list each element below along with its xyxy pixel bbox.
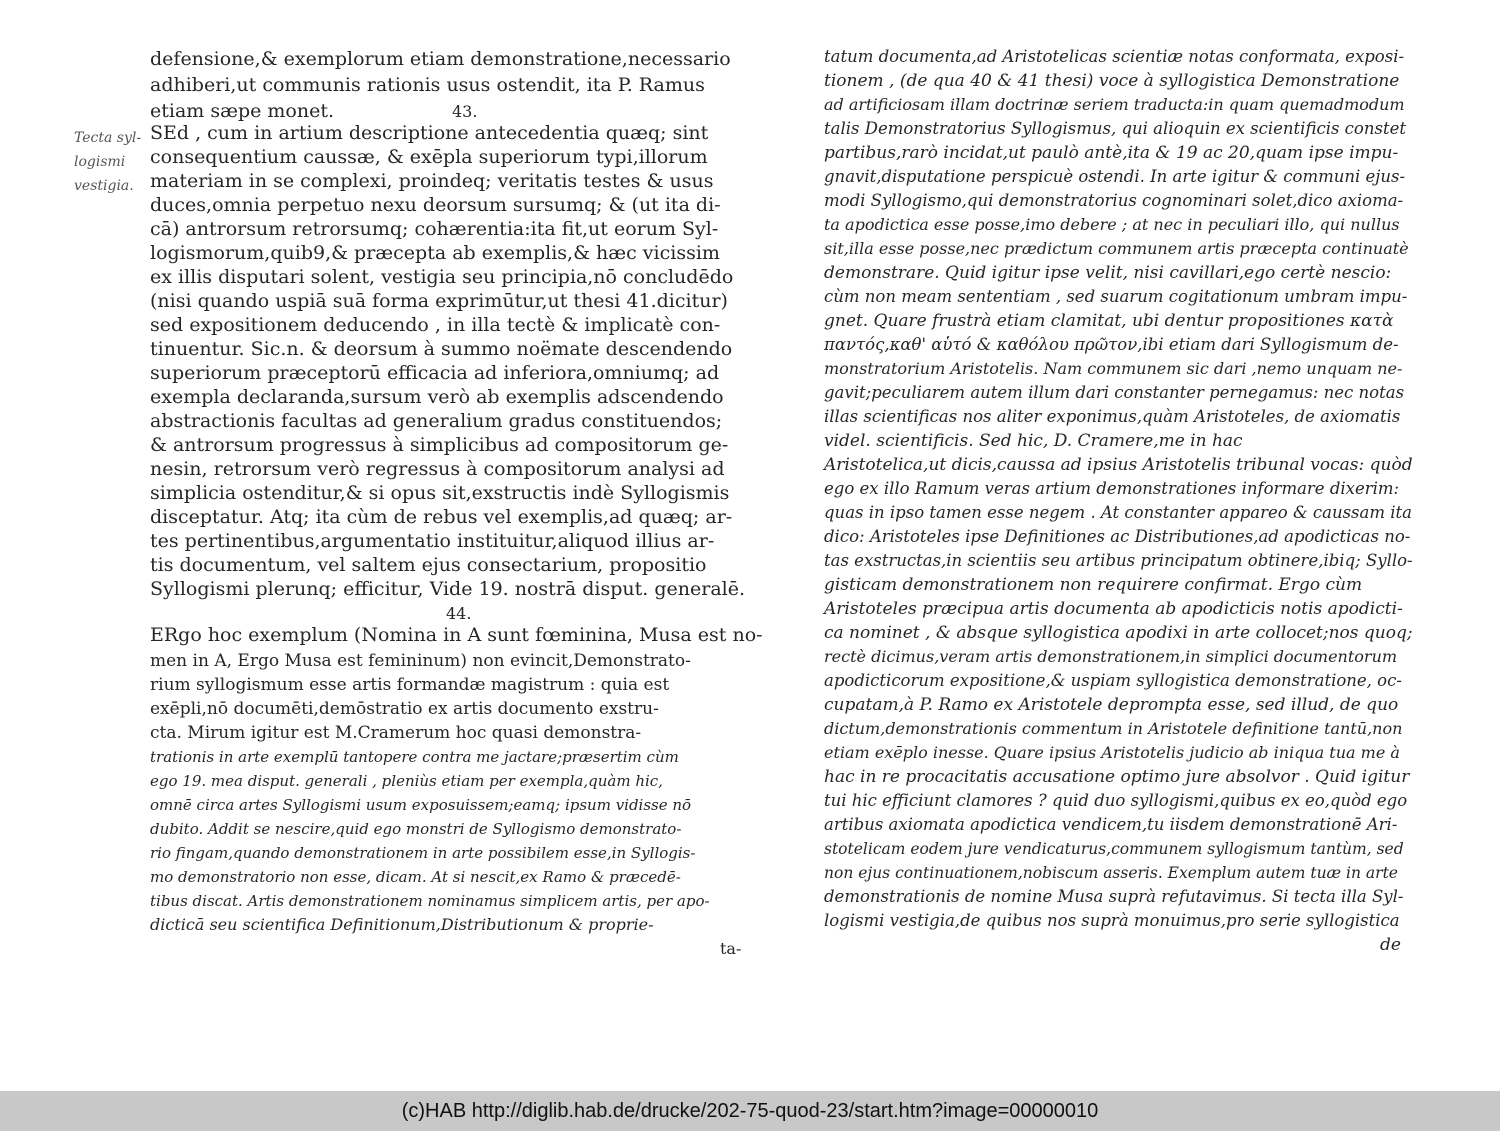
text-line: disceptatur. Atq; ita cùm de rebus vel exemplis,ad quæq; ar- — [150, 506, 733, 528]
text-line: ego 19. mea disput. generali , pleniùs etiam per exempla,quàm hic, — [150, 772, 663, 790]
text-line: dubito. Addit se nescire,quid ego monstri de Syllogismo demonstrato- — [150, 820, 682, 838]
text-line: trationis in arte exemplū tantopere contra me jactare;præsertim cùm — [150, 748, 679, 766]
text-line: dicticā seu scientifica Definitionum,Distributionum & proprie- — [150, 915, 654, 934]
text-line: quas in ipso tamen esse negem . At constanter appareo & caussam ita — [824, 503, 1412, 522]
text-line: adhiberi,ut communis rationis usus ostendit, ita P. Ramus — [150, 74, 705, 96]
text-line: ego ex illo Ramum veras artium demonstrationes informare dixerim: — [824, 479, 1400, 498]
text-line: demonstrationis de nomine Musa suprà refutavimus. Si tecta illa Syl- — [824, 887, 1404, 906]
text-line: ta apodictica esse posse,imo debere ; at nec in peculiari illo, qui nullus — [824, 215, 1400, 234]
text-line: tes pertinentibus,argumentatio instituitur,aliquod illius ar- — [150, 530, 715, 552]
text-line: sed expositionem deducendo , in illa tectè & implicatè con- — [150, 314, 721, 336]
footer-text: (c)HAB http://diglib.hab.de/drucke/202-75-quod-23/start.htm?image=00000010 — [401, 1099, 1099, 1122]
text-line: rio fingam,quando demonstrationem in arte possibilem esse,in Syllogis- — [150, 844, 696, 862]
text-line: tatum documenta,ad Aristotelicas scientiæ notas conformata, exposi- — [824, 47, 1405, 66]
text-line: Aristoteles præcipua artis documenta ab apodicticis notis apodicti- — [824, 599, 1403, 619]
text-line: nesin, retrorsum verò regressus à compositorum analysi ad — [150, 458, 725, 480]
text-line: stotelicam eodem jure vendicaturus,communem syllogismum tantùm, sed — [824, 840, 1404, 858]
text-line: abstractionis facultas ad generalium gradus constituendos; — [150, 410, 723, 432]
text-line: SEd , cum in artium descriptione antecedentia quæq; sint — [150, 122, 709, 144]
catchword: ta- — [720, 939, 742, 958]
text-line: gnet. Quare frustrà etiam clamitat, ubi dentur propositiones κατὰ — [824, 311, 1394, 331]
text-line: ca nominet , & absque syllogistica apodixi in arte collocet;nos quoq; — [824, 623, 1413, 643]
text-line: modi Syllogismo,qui demonstratorius cognominari solet,dico axioma- — [824, 191, 1404, 210]
text-line: cā) antrorsum retrorsumq; cohærentia:ita fit,ut eorum Syl- — [150, 218, 719, 240]
text-line: partibus,rarò incidat,ut paulò antè,ita & 19 ac 20,quam ipse impu- — [824, 143, 1399, 163]
text-line: rium syllogismum esse artis formandæ magistrum : quia est — [150, 675, 670, 695]
text-line: materiam in se complexi, proindeq; veritatis testes & usus — [150, 170, 714, 192]
margin-note-line: Tecta syl- — [74, 130, 142, 146]
text-line: non ejus continuationem,nobiscum asseris. Exemplum autem tuæ in arte — [824, 864, 1398, 882]
text-line: exempla declaranda,sursum verò ab exemplis adscendendo — [150, 386, 724, 408]
text-line: tinuentur. Sic.n. & deorsum à summo noëmate descendendo — [150, 338, 733, 360]
text-line: tionem , (de qua 40 & 41 thesi) voce à syllogistica Demonstratione — [824, 71, 1400, 91]
text-line: defensione,& exemplorum etiam demonstratione,necessario — [150, 48, 731, 70]
copyright-footer — [0, 1091, 1500, 1131]
text-line: artibus axiomata apodictica vendicem,tu iisdem demonstrationē Ari- — [824, 815, 1398, 834]
text-line: superiorum præceptorū efficacia ad inferiora,omniumq; ad — [150, 362, 720, 384]
margin-note-line: logismi — [74, 154, 126, 170]
text-line: talis Demonstratorius Syllogismus, qui alioquin ex scientificis constet — [824, 119, 1406, 138]
text-line: etiam sæpe monet. — [150, 100, 335, 122]
margin-note-line: vestigia. — [74, 178, 134, 194]
text-line: tas exstructas,in scientiis seu artibus principatum obtinere,ibiq; Syllo- — [824, 551, 1413, 570]
text-line: Syllogismi plerunq; efficitur, Vide 19. nostrā disput. generalē. — [150, 578, 746, 600]
text-line: Aristotelica,ut dicis,caussa ad ipsius Aristotelis tribunal vocas: quòd — [824, 455, 1413, 475]
text-line: etiam exēplo inesse. Quare ipsius Aristotelis judicio ab iniqua tua me à — [824, 743, 1400, 762]
text-line: videl. scientificis. Sed hic, D. Cramere,me in hac — [824, 431, 1243, 451]
text-line: ad artificiosam illam doctrinæ seriem traducta:in quam quemadmodum — [824, 95, 1405, 114]
text-line: sit,illa esse posse,nec prædictum communem artis præcepta continuatè — [824, 239, 1409, 258]
text-line: monstratorium Aristotelis. Nam communem sic dari ,nemo unquam ne- — [824, 359, 1403, 378]
text-line: tis documentum, vel saltem ejus consectarium, propositio — [150, 554, 707, 576]
text-line: (nisi quando uspiā suā forma exprimūtur,ut thesi 41.dicitur) — [150, 290, 728, 312]
text-line: demonstrare. Quid igitur ipse velit, nisi cavillari,ego certè nescio: — [824, 263, 1392, 283]
margin-note — [74, 126, 154, 198]
text-line: tibus discat. Artis demonstrationem nominamus simplicem artis, per apo- — [150, 892, 710, 910]
text-line: rectè dicimus,veram artis demonstrationem,in simplici documentorum — [824, 647, 1398, 666]
text-line: omnē circa artes Syllogismi usum exposuissem;eamq; ipsum vidisse nō — [150, 796, 692, 814]
text-line: illas scientificas nos aliter exponimus,quàm Aristoteles, de axiomatis — [824, 407, 1401, 426]
text-line: cupatam,à P. Ramo ex Aristotele deprompta esse, sed illud, de quo — [824, 695, 1399, 715]
text-line: ERgo hoc exemplum (Nomina in A sunt fœminina, Musa est no- — [150, 624, 763, 646]
text-line: cta. Mirum igitur est M.Cramerum hoc quasi demonstra- — [150, 723, 642, 743]
text-line: παντός,καθ' αὑτό & καθόλου πρῶτον,ibi etiam dari Syllogismum de- — [824, 335, 1399, 354]
text-line: gavit;peculiarem autem illum dari constanter pernegamus: nec notas — [824, 383, 1405, 402]
text-line: logismi vestigia,de quibus nos suprà monuimus,pro serie syllogistica — [824, 911, 1400, 930]
text-line: apodicticorum expositione,& uspiam syllogistica demonstratione, oc- — [824, 671, 1402, 690]
text-line: cùm non meam sententiam , sed suarum cogitationum umbram impu- — [824, 287, 1408, 306]
catchword: de — [1380, 935, 1401, 955]
text-line: & antrorsum progressus à simplicibus ad compositorum ge- — [150, 434, 729, 456]
text-line: gnavit,disputatione perspicuè ostendi. In arte igitur & communi ejus- — [824, 167, 1406, 186]
text-line: consequentium caussæ, & exēpla superiorum typi,illorum — [150, 146, 708, 168]
section-number: 43. — [452, 102, 478, 121]
text-line: tui hic efficiunt clamores ? quid duo syllogismi,quibus ex eo,quòd ego — [824, 791, 1408, 810]
section-number: 44. — [446, 604, 472, 623]
text-line: men in A, Ergo Musa est femininum) non evincit,Demonstrato- — [150, 651, 691, 671]
text-line: hac in re procacitatis accusatione optimo jure absolvor . Quid igitur — [824, 767, 1410, 787]
text-line: dico: Aristoteles ipse Definitiones ac Distributiones,ad apodicticas no- — [824, 527, 1411, 546]
text-line: logismorum,quib9,& præcepta ab exemplis,& hæc vicissim — [150, 242, 720, 264]
text-line: mo demonstratorio non esse, dicam. At si nescit,ex Ramo & præcedē- — [150, 868, 681, 886]
text-line: gisticam demonstrationem non requirere confirmat. Ergo cùm — [824, 575, 1363, 595]
text-line: dictum,demonstrationis commentum in Aristotele definitione tantū,non — [824, 719, 1403, 738]
text-line: duces,omnia perpetuo nexu deorsum sursumq; & (ut ita di- — [150, 194, 721, 216]
text-line: ex illis disputari solent, vestigia seu principia,nō concludēdo — [150, 266, 734, 288]
text-line: simplicia ostenditur,& si opus sit,exstructis indè Syllogismis — [150, 482, 730, 504]
text-line: exēpli,nō documēti,demōstratio ex artis documento exstru- — [150, 699, 659, 719]
